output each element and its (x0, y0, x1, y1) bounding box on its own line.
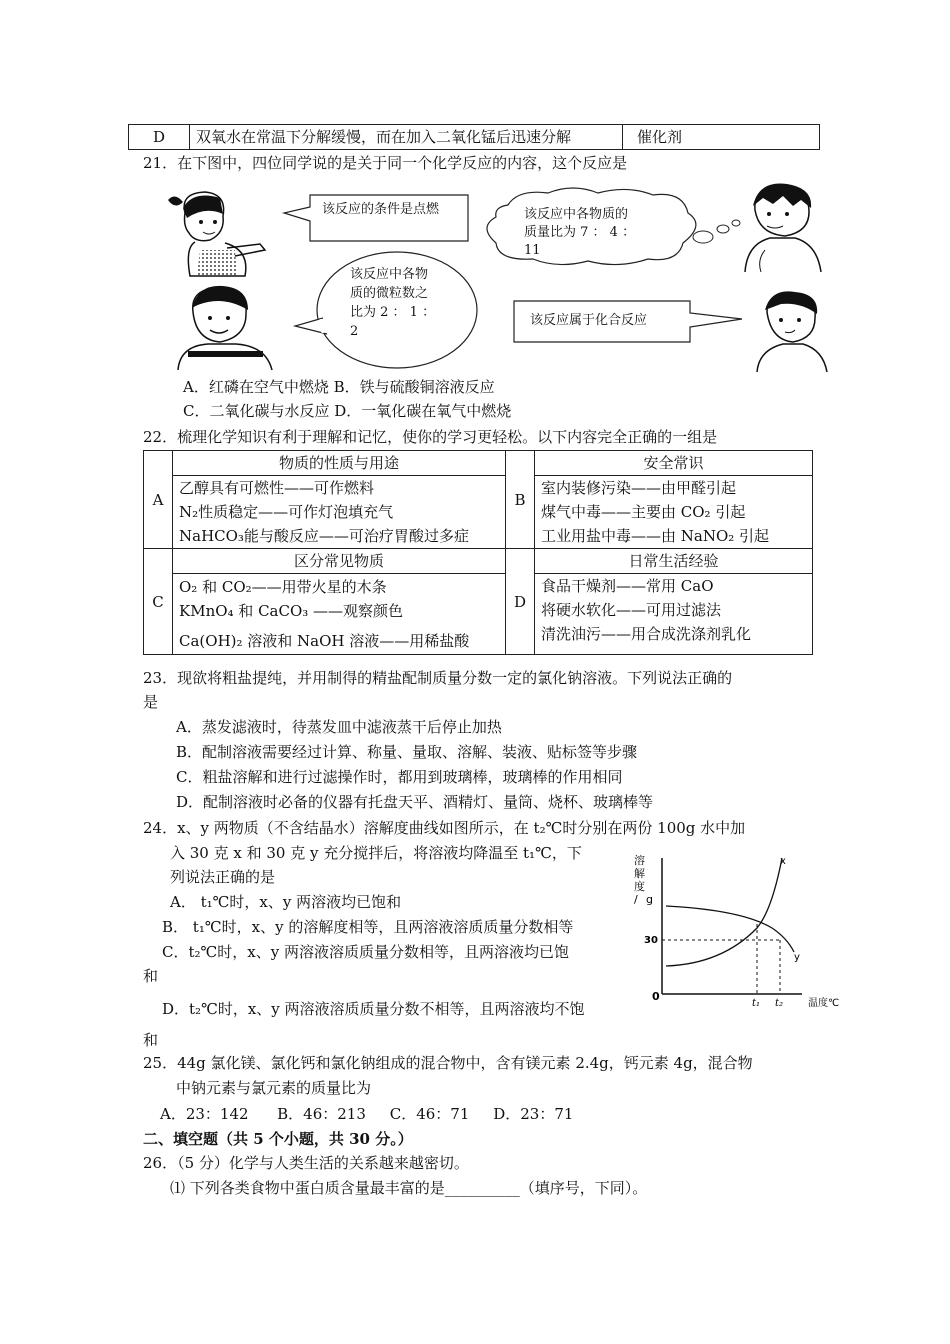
top-row-text: 双氧水在常温下分解缓慢，而在加入二氧化锰后迅速分解 (190, 125, 623, 150)
q21-options-line1: A．红磷在空气中燃烧 B．铁与硫酸铜溶液反应 (183, 378, 495, 396)
ylabel-char-0: 溶 (634, 854, 645, 867)
boy-figure-right-top-icon (735, 180, 825, 275)
origin-label: 0 (652, 990, 660, 1003)
ylabel-char-4: g (646, 893, 653, 906)
q24-option-C-line1: C．t₂℃时，x、y 两溶液溶质质量分数相等，且两溶液均已饱 (162, 943, 570, 961)
q22-A-line2: N₂性质稳定——可作灯泡填充气 (179, 503, 394, 521)
girl-figure-icon (165, 188, 275, 278)
q22-D-line1: 食品干燥剂——常用 CaO (541, 577, 714, 595)
q22-A-body (173, 476, 506, 549)
q26-sub1: ⑴ 下列各类食物中蛋白质含量最丰富的是__________（填序号，下同）。 (170, 1179, 648, 1197)
series-x-label: x (780, 856, 786, 867)
q22-D-line3: 清洗油污——用合成洗涤剂乳化 (541, 625, 752, 643)
q22-A-head: 物质的性质与用途 (173, 451, 506, 476)
bubble3-line4: 2 (350, 324, 359, 339)
q23-stem-line2: 是 (143, 693, 159, 711)
q26-stem: 26．（5 分）化学与人类生活的关系越来越密切。 (143, 1154, 469, 1172)
q23-option-B: B．配制溶液需要经过计算、称量、量取、溶解、装液、贴标签等步骤 (176, 743, 638, 761)
q22-C-line3: Ca(OH)₂ 溶液和 NaOH 溶液——用稀盐酸 (179, 632, 470, 650)
q21-stem: 21．在下图中，四位同学说的是关于同一个化学反应的内容，这个反应是 (143, 154, 628, 172)
q22-B-line2: 煤气中毒——主要由 CO₂ 引起 (541, 503, 746, 521)
top-row-answer: 催化剂 (623, 125, 820, 150)
bubble1-text: 该反应的条件是点燃 (322, 202, 440, 217)
q22-A-line1: 乙醇具有可燃性——可作燃料 (179, 479, 375, 497)
boy-figure-left-icon (168, 282, 283, 372)
q23-option-A: A．蒸发滤液时，待蒸发皿中滤液蒸干后停止加热 (176, 718, 502, 736)
q22-stem: 22．梳理化学知识有利于理解和记忆，使你的学习更轻松。以下内容完全正确的一组是 (143, 428, 718, 446)
q22-B-line1: 室内装修污染——由甲醛引起 (541, 479, 737, 497)
xtick-t2: t₂ (775, 998, 784, 1009)
q23-stem-line1: 23．现欲将粗盐提纯，并用制得的精盐配制质量分数一定的氯化钠溶液。下列说法正确的 (143, 669, 733, 687)
q24-option-D-line2: 和 (143, 1031, 159, 1049)
q24-option-A: A． t₁℃时，x、y 两溶液均已饱和 (170, 893, 402, 911)
section-2-title: 二、填空题（共 5 个小题，共 30 分。） (143, 1130, 413, 1148)
q24-option-C-line2: 和 (143, 967, 159, 985)
q22-B-line3: 工业用盐中毒——由 NaNO₂ 引起 (541, 527, 770, 545)
solubility-chart (622, 848, 852, 1013)
q22-C-line1: O₂ 和 CO₂——用带火星的木条 (179, 578, 387, 596)
q24-stem-line2: 入 30 克 x 和 30 克 y 充分搅拌后，将溶液均降温至 t₁℃，下 (170, 844, 582, 862)
xtick-t1: t₁ (752, 998, 761, 1009)
q22-table (143, 450, 813, 655)
q25-stem-line1: 25．44g 氯化镁、氯化钙和氯化钠组成的混合物中，含有镁元素 2.4g，钙元素 4g，混合物 (143, 1054, 753, 1072)
bubble2-line2: 质量比为 7 ： 4 ： (524, 225, 636, 240)
q24-option-B: B． t₁℃时，x、y 的溶解度相等，且两溶液溶质质量分数相等 (162, 918, 574, 936)
q25-stem-line2: 中钠元素与氯元素的质量比为 (176, 1079, 372, 1097)
ylabel-char-3: / (634, 893, 638, 906)
bubble3-line1: 该反应中各物 (350, 267, 429, 282)
bubble4-text: 该反应属于化合反应 (530, 313, 648, 328)
boy-figure-right-bottom-icon (745, 288, 830, 373)
q22-B-label: B (506, 451, 535, 549)
q25-options: A．23：142 B．46：213 C．46：71 D．23：71 (160, 1105, 574, 1123)
q22-C-head: 区分常见物质 (173, 549, 506, 574)
ylabel-char-2: 度 (634, 880, 645, 893)
bubble2-line3: 11 (524, 243, 541, 258)
q22-B-body (535, 476, 813, 549)
q22-C-body (173, 574, 506, 655)
q24-stem-line3: 列说法正确的是 (170, 868, 276, 886)
bubble3-line3: 比为 2 ： 1 ： (350, 305, 436, 320)
q23-option-D: D．配制溶液时必备的仪器有托盘天平、酒精灯、量筒、烧杯、玻璃棒等 (176, 793, 654, 811)
q22-D-head: 日常生活经验 (535, 549, 813, 574)
bubble2-line1: 该反应中各物质的 (524, 207, 629, 222)
bubble3-line2: 质的微粒数之 (350, 286, 429, 301)
q23-option-C: C．粗盐溶解和进行过滤操作时，都用到玻璃棒，玻璃棒的作用相同 (176, 768, 623, 786)
series-y-label: y (794, 952, 800, 963)
q22-A-label: A (144, 451, 173, 549)
series-y-curve (666, 906, 794, 952)
q22-C-label: C (144, 549, 173, 655)
q22-D-label: D (506, 549, 535, 655)
q22-A-line3: NaHCO₃能与酸反应——可治疗胃酸过多症 (179, 527, 469, 545)
q22-D-line2: 将硬水软化——可用过滤法 (541, 601, 722, 619)
q22-B-head: 安全常识 (535, 451, 813, 476)
y-axis-label (634, 853, 653, 906)
q24-stem-line1: 24．x、y 两物质（不含结晶水）溶解度曲线如图所示，在 t₂℃时分别在两份 100g 水中加 (143, 819, 746, 837)
x-axis-label: 温度℃ (808, 998, 840, 1009)
ylabel-char-1: 解 (634, 867, 645, 880)
q22-D-body (535, 574, 813, 655)
q22-C-line2: KMnO₄ 和 CaCO₃ ——观察颜色 (179, 602, 404, 620)
ytick-30: 30 (644, 935, 658, 946)
q21-options-line2: C．二氧化碳与水反应 D．一氧化碳在氧气中燃烧 (183, 402, 512, 420)
q24-option-D-line1: D．t₂℃时，x、y 两溶液溶质质量分数不相等，且两溶液均不饱 (162, 1000, 585, 1018)
top-table (128, 124, 820, 150)
top-row-letter: D (129, 125, 190, 150)
